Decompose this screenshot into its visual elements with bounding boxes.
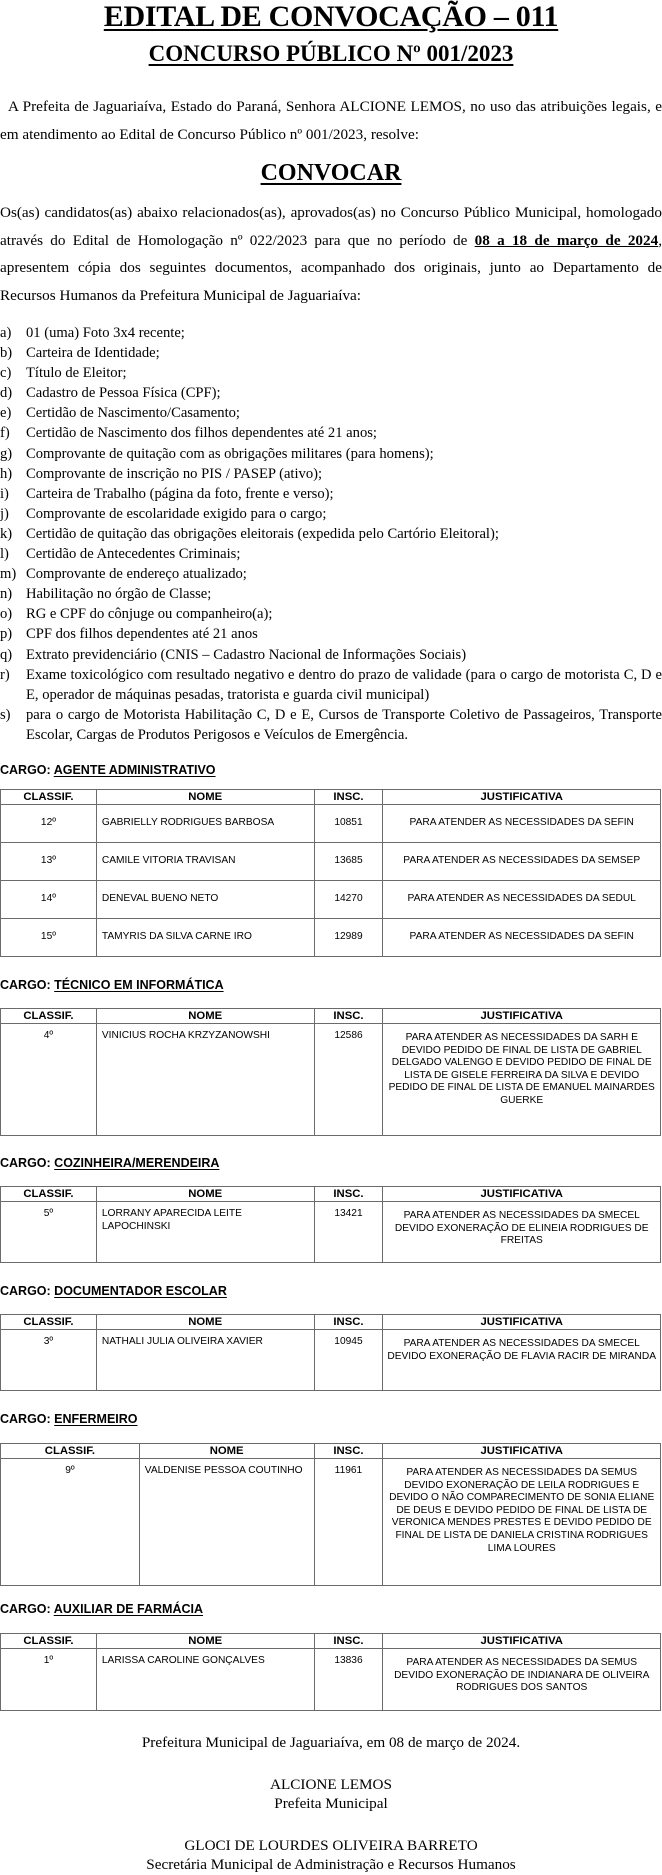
document-item-text: Exame toxicológico com resultado negativo e dentro do prazo de validade (para o cargo de motorista C, D e E, operador de máquinas pesadas, tratorista e guarda civil municipal) [26,666,662,703]
cell-nome: VALDENISE PESSOA COUTINHO [139,1459,314,1586]
cell-justificativa: PARA ATENDER AS NECESSIDADES DA SEMSEP [383,843,661,881]
document-item-letter: a) [0,325,12,341]
cell-justificativa: PARA ATENDER AS NECESSIDADES DA SEDUL [383,881,661,919]
cell-nome: CAMILE VITORIA TRAVISAN [96,843,314,881]
cell-classif: 5º [1,1202,97,1263]
convocar-heading [0,158,662,188]
column-header-nome: NOME [96,1634,314,1649]
cell-classif: 1º [1,1649,97,1711]
column-header-classif: CLASSIF. [1,1444,140,1459]
document-item-text: Carteira de Identidade; [26,345,160,362]
document-title-text: EDITAL DE CONVOCAÇÃO – 011 [103,0,559,33]
cell-insc: 12586 [314,1024,383,1136]
document-item-text: para o cargo de Motorista Habilitação C, D e E, Cursos de Transporte Coletivo de Passageiros, Transporte Escolar, Cargas de Produtos Perigosos e Veículos de Emergência. [26,706,662,743]
document-item [0,584,662,604]
document-item-text: Certidão de Antecedentes Criminais; [26,546,241,563]
document-item [0,705,662,745]
cell-classif: 14º [1,881,97,919]
column-header-justificativa: JUSTIFICATIVA [383,1187,661,1202]
column-header-classif: CLASSIF. [1,1187,97,1202]
cell-classif: 9º [1,1459,140,1586]
cargo-heading [0,1601,203,1617]
cargo-table [0,1008,661,1136]
table-header-row [1,790,661,805]
document-item-text: Comprovante de endereço atualizado; [26,566,247,583]
document-item [0,444,662,464]
document-item [0,504,662,524]
table-header-row [1,1315,661,1330]
document-item [0,544,662,564]
cell-insc: 13836 [314,1649,383,1711]
document-item-letter: c) [0,365,12,382]
cell-classif: 15º [1,919,97,957]
cell-insc: 10851 [314,805,383,843]
document-item-letter: i) [0,485,9,502]
document-item-letter: h) [0,465,13,482]
cell-nome: TAMYRIS DA SILVA CARNE IRO [96,919,314,957]
table-header-row [1,1187,661,1202]
document-item-letter: r) [0,666,10,683]
table-header-row [1,1444,661,1459]
column-header-nome: NOME [96,1315,314,1330]
document-item-letter: q) [0,646,13,663]
cargo-heading [0,1411,138,1427]
document-item [0,665,662,705]
cell-nome: DENEVAL BUENO NETO [96,881,314,919]
document-item-text: Certidão de quitação das obrigações eleitorais (expedida pelo Cartório Eleitoral); [26,525,499,542]
document-item [0,564,662,584]
cargo-heading [0,977,224,993]
cargo-name: AGENTE ADMINISTRATIVO [53,763,216,777]
document-item [0,383,662,403]
cargo-heading [0,1155,219,1171]
table-row [1,1202,661,1263]
column-header-justificativa: JUSTIFICATIVA [383,1634,661,1649]
table-row [1,881,661,919]
document-item [0,403,662,423]
cargo-table [0,789,661,957]
column-header-justificativa: JUSTIFICATIVA [383,1444,661,1459]
document-item-letter: l) [0,546,9,563]
document-item-text: Carteira de Trabalho (página da foto, frente e verso); [26,485,334,502]
cell-insc: 10945 [314,1330,383,1391]
column-header-nome: NOME [96,1009,314,1024]
column-header-nome: NOME [96,1187,314,1202]
column-header-insc: INSC. [314,1315,383,1330]
cell-justificativa: PARA ATENDER AS NECESSIDADES DA SEMUS DEVIDO EXONERAÇÃO DE LEILA RODRIGUES E DEVIDO O NÃO COMPARECIMENTO DE SONIA ELIANE DE DEUS E DEVIDO PEDIDO DE FINAL DE LISTA DE VERONICA MENDES PRESTES E DEVIDO PEDIDO DE FINAL DE LISTA DE DANIELA CRISTINA RODRIGUES LIMA LOURES [383,1459,661,1586]
cell-nome: LORRANY APARECIDA LEITE LAPOCHINSKI [96,1202,314,1263]
document-item-letter: e) [0,405,12,422]
cell-justificativa: PARA ATENDER AS NECESSIDADES DA SARH E DEVIDO PEDIDO DE FINAL DE LISTA DE GABRIEL DELGADO VALENGO E DEVIDO PEDIDO DE FINAL DE LISTA DE GISELE FERREIRA DA SILVA E DEVIDO PEDIDO DE FINAL DE LISTA DE EMANUEL MAINARDES GUERKE [383,1024,661,1136]
cargo-prefix: CARGO: [0,978,55,992]
body-text-part2: , apresentem cópia dos seguintes documentos, acompanhado dos originais, junto ao Departamento de Recursos Humanos da Prefeitura Municipal de Jaguariaíva: [0,231,662,304]
cargo-prefix: CARGO: [0,1156,55,1170]
column-header-insc: INSC. [314,1009,383,1024]
document-item-letter: j) [0,505,9,522]
document-item-letter: n) [0,586,13,603]
document-item-text: RG e CPF do cônjuge ou companheiro(a); [26,606,273,623]
document-subtitle [0,40,662,68]
document-item-letter: d) [0,385,13,402]
cargo-table [0,1633,661,1711]
document-item-text: 01 (uma) Foto 3x4 recente; [26,325,185,341]
cell-insc: 13421 [314,1202,383,1263]
cargo-prefix: CARGO: [0,1602,54,1616]
cell-insc: 14270 [314,881,383,919]
cell-justificativa: PARA ATENDER AS NECESSIDADES DA SEMUS DEVIDO EXONERAÇÃO DE INDIANARA DE OLIVEIRA RODRIGUES DOS SANTOS [383,1649,661,1711]
period-highlight: 08 a 18 de março de 2024 [474,231,659,249]
signer2-name: GLOCI DE LOURDES OLIVEIRA BARRETO [184,1837,478,1854]
table-row [1,1649,661,1711]
column-header-classif: CLASSIF. [1,1315,97,1330]
document-item-letter: g) [0,445,13,462]
column-header-insc: INSC. [314,1444,383,1459]
document-item-text: Comprovante de inscrição no PIS / PASEP (ativo); [26,465,323,482]
document-item-letter: m) [0,566,17,583]
column-header-justificativa: JUSTIFICATIVA [383,790,661,805]
document-item-letter: s) [0,706,11,723]
convocar-text: CONVOCAR [260,160,402,186]
document-item [0,524,662,544]
document-item [0,645,662,665]
cargo-heading [0,1283,227,1299]
table-row [1,805,661,843]
cell-classif: 13º [1,843,97,881]
cell-classif: 4º [1,1024,97,1136]
document-item-text: Cadastro de Pessoa Física (CPF); [26,385,221,402]
cargo-name: DOCUMENTADOR ESCOLAR [54,1284,227,1298]
document-item [0,423,662,443]
document-item [0,464,662,484]
cargo-prefix: CARGO: [0,763,54,777]
cell-nome: VINICIUS ROCHA KRZYZANOWSHI [96,1024,314,1136]
document-item-letter: k) [0,525,13,542]
cargo-name: ENFERMEIRO [54,1412,138,1426]
document-item-text: Certidão de Nascimento dos filhos dependentes até 21 anos; [26,425,377,442]
document-item [0,624,662,644]
column-header-classif: CLASSIF. [1,1634,97,1649]
cell-insc: 13685 [314,843,383,881]
cargo-table [0,1443,661,1586]
documents-list [0,323,662,745]
table-row [1,1024,661,1136]
cell-justificativa: PARA ATENDER AS NECESSIDADES DA SEFIN [383,919,661,957]
document-item-text: Comprovante de quitação com as obrigações militares (para homens); [26,445,434,462]
table-row [1,843,661,881]
table-row [1,919,661,957]
document-item-letter: f) [0,425,10,442]
cell-insc: 12989 [314,919,383,957]
signer2-role: Secretária Municipal de Administração e Recursos Humanos [146,1856,516,1873]
body-text-part1: Os(as) candidatos(as) abaixo relacionados(as), aprovados(as) no Concurso Público Municipal, homologado através do Edital de Homologação nº 022/2023 para que no período de [0,204,662,249]
cell-nome: GABRIELLY RODRIGUES BARBOSA [96,805,314,843]
document-item-letter: b) [0,345,13,362]
column-header-justificativa: JUSTIFICATIVA [383,1315,661,1330]
place-date: Prefeitura Municipal de Jaguariaíva, em 08 de março de 2024. [141,1734,521,1751]
cell-insc: 11961 [314,1459,383,1586]
cell-justificativa: PARA ATENDER AS NECESSIDADES DA SEFIN [383,805,661,843]
cargo-name: TÉCNICO EM INFORMÁTICA [54,978,224,992]
cell-nome: LARISSA CAROLINE GONÇALVES [96,1649,314,1711]
document-item-text: Título de Eleitor; [26,365,127,382]
cargo-prefix: CARGO: [0,1412,55,1426]
signer1-name: ALCIONE LEMOS [270,1776,392,1793]
cell-classif: 3º [1,1330,97,1391]
intro-paragraph: A Prefeita de Jaguariaíva, Estado do Paraná, Senhora ALCIONE LEMOS, no uso das atribuições legais, e em atendimento ao Edital de Concurso Público nº 001/2023, resolve: [0,98,662,143]
document-item-letter: o) [0,606,13,623]
cargo-table [0,1314,661,1391]
column-header-insc: INSC. [314,790,383,805]
document-item-text: Comprovante de escolaridade exigido para o cargo; [26,505,327,522]
table-header-row [1,1009,661,1024]
body-paragraph [0,199,662,309]
document-item-text: Habilitação no órgão de Classe; [26,586,212,603]
document-item-letter: p) [0,626,13,643]
column-header-classif: CLASSIF. [1,790,97,805]
table-row [1,1330,661,1391]
document-item [0,363,662,383]
cargo-prefix: CARGO: [0,1284,55,1298]
document-subtitle-text: CONCURSO PÚBLICO Nº 001/2023 [148,41,514,66]
document-item-text: Extrato previdenciário (CNIS – Cadastro Nacional de Informações Sociais) [26,646,467,663]
signer1-role: Prefeita Municipal [274,1795,388,1812]
document-item [0,604,662,624]
cargo-heading [0,762,216,778]
document-item-text: Certidão de Nascimento/Casamento; [26,405,240,422]
cell-justificativa: PARA ATENDER AS NECESSIDADES DA SMECEL DEVIDO EXONERAÇÃO DE ELINEIA RODRIGUES DE FREITAS [383,1202,661,1263]
document-item [0,484,662,504]
cell-justificativa: PARA ATENDER AS NECESSIDADES DA SMECEL DEVIDO EXONERAÇÃO DE FLAVIA RACIR DE MIRANDA [383,1330,661,1391]
cargo-table [0,1186,661,1263]
column-header-classif: CLASSIF. [1,1009,97,1024]
cell-classif: 12º [1,805,97,843]
column-header-insc: INSC. [314,1634,383,1649]
cargo-name: COZINHEIRA/MERENDEIRA [54,1156,220,1170]
column-header-nome: NOME [96,790,314,805]
cargo-name: AUXILIAR DE FARMÁCIA [53,1602,204,1616]
document-item [0,323,662,343]
document-item [0,343,662,363]
cell-nome: NATHALI JULIA OLIVEIRA XAVIER [96,1330,314,1391]
column-header-nome: NOME [139,1444,314,1459]
table-header-row [1,1634,661,1649]
document-item-text: CPF dos filhos dependentes até 21 anos [26,626,258,643]
table-row [1,1459,661,1586]
document-title [0,0,662,34]
column-header-justificativa: JUSTIFICATIVA [383,1009,661,1024]
column-header-insc: INSC. [314,1187,383,1202]
